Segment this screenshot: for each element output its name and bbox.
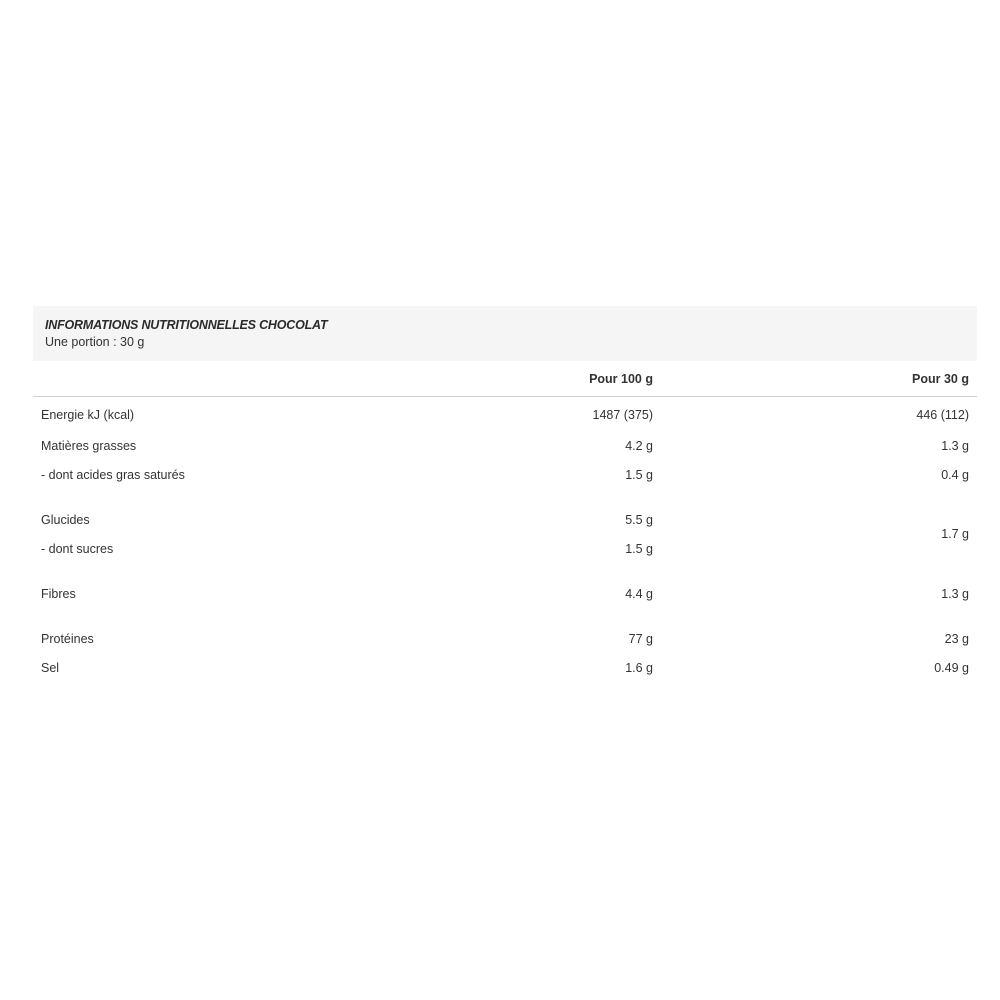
row-label: Energie kJ (kcal) [41,407,135,422]
column-header-per-100g: Pour 100 g [533,361,661,397]
row-spacer [33,608,977,624]
portion-size: Une portion : 30 g [45,335,145,349]
row-spacer [33,489,977,505]
row-label: Sel [41,660,60,675]
nutrition-table [33,361,977,682]
row-spacer [33,563,977,579]
nutrition-header [33,306,977,361]
row-value-per-100g: 4.4 g [625,586,653,601]
row-value-per-100g: 5.5 g [625,512,653,527]
row-label: - dont acides gras saturés [41,467,185,482]
row-value-per-portion: 0.49 g [934,660,969,675]
table-row-fibres [33,579,977,608]
row-value-per-portion: 23 g [944,631,969,646]
table-row-matieres-grasses [33,431,977,460]
row-label: Fibres [41,586,76,601]
row-value-per-portion: 1.7 g [941,527,969,541]
table-header-row [33,361,977,397]
nutrition-panel [33,306,977,682]
row-value-per-portion: 1.3 g [941,438,969,453]
row-value-per-100g: 1.6 g [625,660,653,675]
table-row-acides-gras-satures [33,460,977,489]
row-value-per-100g: 4.2 g [625,438,653,453]
row-label: Glucides [41,512,90,527]
row-value-per-portion: 1.3 g [941,586,969,601]
column-header-nutrient [33,361,533,397]
row-value-per-100g: 1.5 g [625,541,653,556]
table-row-sel [33,653,977,682]
row-label: Matières grasses [41,438,137,453]
row-label: - dont sucres [41,541,114,556]
row-value-per-100g: 1487 (375) [592,407,653,422]
row-value-per-portion: 446 (112) [916,407,969,422]
nutrition-title: INFORMATIONS NUTRITIONNELLES CHOCOLAT [45,318,328,332]
row-value-per-100g: 1.5 g [625,467,653,482]
row-value-per-100g: 77 g [628,631,653,646]
table-row-glucides [33,505,977,534]
table-row-proteines [33,624,977,653]
table-row-energie [33,397,977,432]
column-header-per-portion: Pour 30 g [661,361,977,397]
row-value-per-portion: 0.4 g [941,467,969,482]
row-label: Protéines [41,631,94,646]
